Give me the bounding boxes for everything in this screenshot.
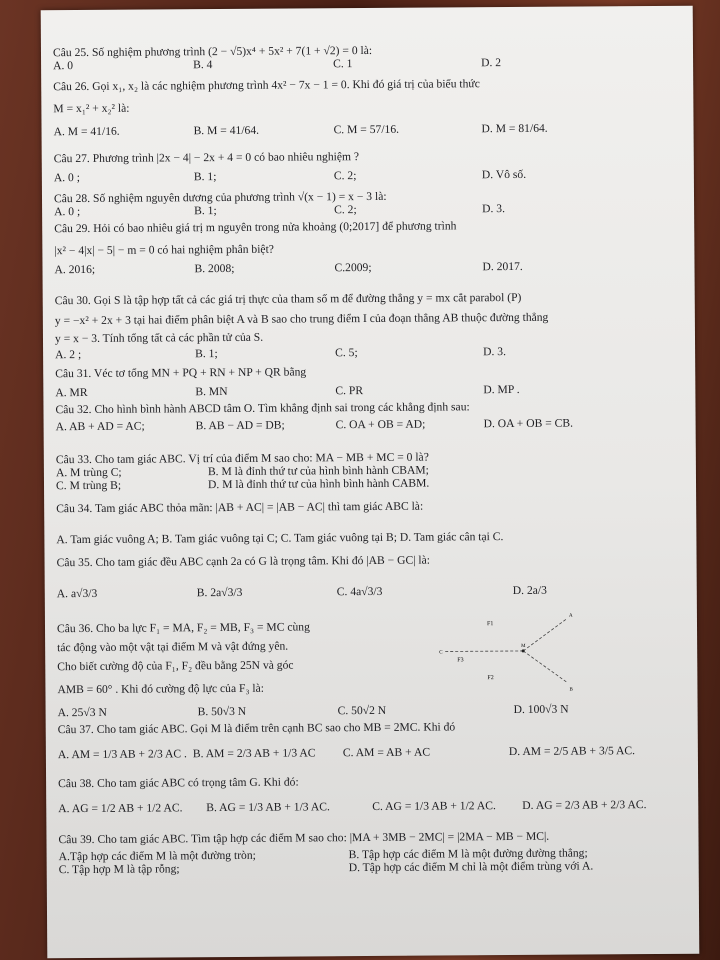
q35-option-b: B. 2a√3/3 xyxy=(196,585,243,600)
q38-options xyxy=(58,798,688,815)
q36-stem-1: Câu 36. Cho ba lực F₁ = MA, F₂ = MB, F₃ = MC cùng xyxy=(56,620,310,636)
q31-option-b: B. MN xyxy=(195,384,228,399)
q25-option-a: A. 0 xyxy=(53,59,74,73)
q32-option-b: B. AB − AD = DB; xyxy=(195,418,285,433)
q34-stem: Câu 34. Tam giác ABC thỏa mãn: |AB + AC| = |AB − AC| thì tam giác ABC là: xyxy=(56,499,424,516)
q35-stem: Câu 35. Cho tam giác đều ABC cạnh 2a có G là trọng tâm. Khi đó |AB − GC| là: xyxy=(56,553,431,570)
question-33 xyxy=(56,449,686,492)
q38-option-c: C. AG = 1/3 AB + 1/2 AC. xyxy=(372,799,496,813)
q29-option-a: A. 2016; xyxy=(54,262,96,277)
q33-option-c: C. M trùng B; xyxy=(55,478,122,493)
q25-option-b: B. 4 xyxy=(193,58,213,72)
q26-stem-2: M = x₁² + x₂² là: xyxy=(53,101,130,116)
q29-options xyxy=(54,259,684,276)
q37-stem: Câu 37. Cho tam giác ABC. Gọi M là điểm trên cạnh BC sao cho MB = 2MC. Khi đó xyxy=(57,720,456,737)
question-26 xyxy=(53,76,683,138)
question-31 xyxy=(55,363,685,399)
q29-option-d: D. 2017. xyxy=(482,259,523,274)
q32-option-d: D. OA + OB = CB. xyxy=(483,416,574,431)
q32-option-c: C. OA + OB = AD; xyxy=(335,417,426,432)
question-34 xyxy=(56,498,686,546)
label-m: M xyxy=(521,643,526,649)
question-38 xyxy=(58,773,688,815)
q30-stem-2: y = −x² + 2x + 3 tại hai điểm phân biệt A và B sao cho trung điểm I của đoạn thẳng AB thuộc đường thẳng xyxy=(54,310,549,328)
q37-option-b: B. AM = 2/3 AB + 1/3 AC xyxy=(192,746,316,761)
q28-stem: Câu 28. Số nghiệm nguyên dương của phương trình √(x − 1) = x − 3 là: xyxy=(53,189,387,206)
q39-option-a: A.Tập hợp các điểm M là một đường tròn; xyxy=(58,848,256,864)
question-30 xyxy=(55,290,685,361)
q30-stem-3: y = x − 3. Tính tổng tất cả các phần tử của S. xyxy=(54,330,264,346)
question-32 xyxy=(55,399,685,433)
label-f3: F3 xyxy=(457,657,464,664)
q32-stem: Câu 32. Cho hình bình hành ABCD tâm O. Tìm khẳng định sai trong các khẳng định sau: xyxy=(55,400,470,417)
mc-line xyxy=(445,651,523,652)
question-36 xyxy=(56,613,688,720)
q26-option-d: D. M = 81/64. xyxy=(481,121,548,136)
exam-content xyxy=(53,12,689,876)
q36-option-d: D. 100√3 N xyxy=(513,702,569,717)
q29-option-c: C.2009; xyxy=(334,260,372,275)
label-f2: F2 xyxy=(487,675,494,682)
q35-option-d: D. 2a/3 xyxy=(512,583,547,598)
q33-option-a: A. M trùng C; xyxy=(55,465,122,480)
q32-options xyxy=(56,416,686,433)
q35-options xyxy=(57,583,687,600)
question-35 xyxy=(57,552,687,600)
q39-option-d: D. Tập hợp các điểm M chỉ là một điểm trùng với A. xyxy=(348,859,594,875)
q31-option-d: D. MP . xyxy=(483,382,520,397)
q38-option-a: A. AG = 1/2 AB + 1/2 AC. xyxy=(58,801,183,816)
q33-option-d: D. M là đỉnh thứ tư của hình bình hành CABM. xyxy=(207,476,430,492)
q29-stem-2: |x² − 4|x| − 5| − m = 0 có hai nghiệm phân biệt? xyxy=(54,242,274,258)
q30-stem-1: Câu 30. Gọi S là tập hợp tất cả các giá trị thực của tham số m để đường thẳng y = mx cắt parabol (P) xyxy=(54,290,522,308)
q27-option-a: A. 0 ; xyxy=(53,171,81,185)
q36-stem-4: AMB = 60° . Khi đó cường độ lực của F₃ là: xyxy=(57,681,264,697)
q39-option-c: C. Tập hợp M là tập rỗng; xyxy=(58,862,180,877)
q28-option-d: D. 3. xyxy=(482,202,506,216)
q32-option-a: A. AB + AD = AC; xyxy=(55,419,145,434)
q35-option-a: A. a√3/3 xyxy=(56,586,98,601)
q37-options xyxy=(58,744,688,761)
q31-options xyxy=(55,382,685,399)
label-c: C xyxy=(439,650,443,656)
q27-options xyxy=(54,167,684,184)
q36-options xyxy=(58,702,688,719)
q33-option-b: B. M là đỉnh thứ tư của hình bình hành CBAM; xyxy=(207,463,429,479)
question-29 xyxy=(54,218,684,276)
q27-stem: Câu 27. Phương trình |2x − 4| − 2x + 4 = 0 có bao nhiêu nghiệm ? xyxy=(53,150,360,166)
question-27 xyxy=(54,148,684,184)
ma-line xyxy=(523,619,567,651)
q26-option-a: A. M = 41/16. xyxy=(53,124,120,139)
q31-option-c: C. PR xyxy=(335,384,364,398)
exam-sheet xyxy=(41,6,700,959)
question-28 xyxy=(54,188,684,218)
question-25 xyxy=(53,42,683,72)
q29-stem-1: Câu 29. Hỏi có bao nhiêu giá trị m nguyên trong nửa khoảng (0;2017] để phương trình xyxy=(54,219,457,236)
q28-option-c: C. 2; xyxy=(334,203,357,217)
q28-option-b: B. 1; xyxy=(194,204,217,218)
q27-option-b: B. 1; xyxy=(193,170,217,184)
label-b: B xyxy=(569,687,573,693)
q25-stem: Câu 25. Số nghiệm phương trình (2 − √5)x⁴ + 5x² + 7(1 + √2) = 0 là: xyxy=(52,43,373,60)
q39-option-b: B. Tập hợp các điểm M là một đường đường thẳng; xyxy=(348,846,588,862)
q27-option-c: C. 2; xyxy=(333,169,357,183)
q33-stem: Câu 33. Cho tam giác ABC. Vị trí của điểm M sao cho: MA − MB + MC = 0 là? xyxy=(55,450,429,467)
q31-stem: Câu 31. Véc tơ tổng MN + PQ + RN + NP + QR bằng xyxy=(55,365,307,381)
label-f1: F1 xyxy=(486,621,494,628)
q31-option-a: A. MR xyxy=(55,385,88,400)
q26-option-c: C. M = 57/16. xyxy=(333,122,400,137)
label-a: A xyxy=(568,613,573,619)
q25-option-d: D. 2 xyxy=(481,56,502,70)
q26-stem-1: Câu 26. Gọi x₁, x₂ là các nghiệm phương trình 4x² − 7x − 1 = 0. Khi đó giá trị của biểu thức xyxy=(53,77,480,94)
q28-option-a: A. 0 ; xyxy=(54,205,81,219)
q30-option-d: D. 3. xyxy=(483,345,507,359)
question-37 xyxy=(58,719,688,761)
q39-stem: Câu 39. Cho tam giác ABC. Tìm tập hợp các điểm M sao cho: |MA + 3MB − 2MC| = |2MA − MB − MC|. xyxy=(58,829,550,847)
q35-option-c: C. 4a√3/3 xyxy=(336,584,383,599)
question-39 xyxy=(58,829,688,876)
q38-option-b: B. AG = 1/3 AB + 1/3 AC. xyxy=(206,800,330,815)
q30-option-a: A. 2 ; xyxy=(55,348,82,362)
q37-option-c: C. AM = AB + AC xyxy=(342,745,431,760)
point-m xyxy=(522,649,525,652)
force-diagram xyxy=(427,605,578,706)
q36-stem-3: Cho biết cường độ của F₁, F₂ đều bằng 25N và góc xyxy=(57,658,294,674)
q30-option-b: B. 1; xyxy=(195,347,218,361)
q37-option-a: A. AM = 1/3 AB + 2/3 AC . xyxy=(57,747,187,762)
q25-option-c: C. 1 xyxy=(333,57,353,71)
q30-options xyxy=(55,344,685,361)
q37-option-d: D. AM = 2/5 AB + 3/5 AC. xyxy=(508,744,636,759)
q30-option-c: C. 5; xyxy=(335,346,358,360)
q38-option-d: D. AG = 2/3 AB + 2/3 AC. xyxy=(522,798,647,812)
q26-option-b: B. M = 41/64. xyxy=(193,123,260,138)
q27-option-d: D. Vô số. xyxy=(481,167,527,182)
q36-option-c: C. 50√2 N xyxy=(337,703,387,718)
q34-options: A. Tam giác vuông A; B. Tam giác vuông tại C; C. Tam giác vuông tại B; D. Tam giác cân tại C. xyxy=(56,530,504,547)
q26-options xyxy=(54,121,684,138)
q36-option-a: A. 25√3 N xyxy=(57,705,107,720)
q29-option-b: B. 2008; xyxy=(194,261,235,276)
q36-option-b: B. 50√3 N xyxy=(197,704,247,719)
mb-line xyxy=(523,651,567,683)
q38-stem: Câu 38. Cho tam giác ABC có trọng tâm G. Khi đó: xyxy=(58,775,299,791)
q36-stem-2: tác động vào một vật tại điểm M và vật đứng yên. xyxy=(57,639,289,655)
